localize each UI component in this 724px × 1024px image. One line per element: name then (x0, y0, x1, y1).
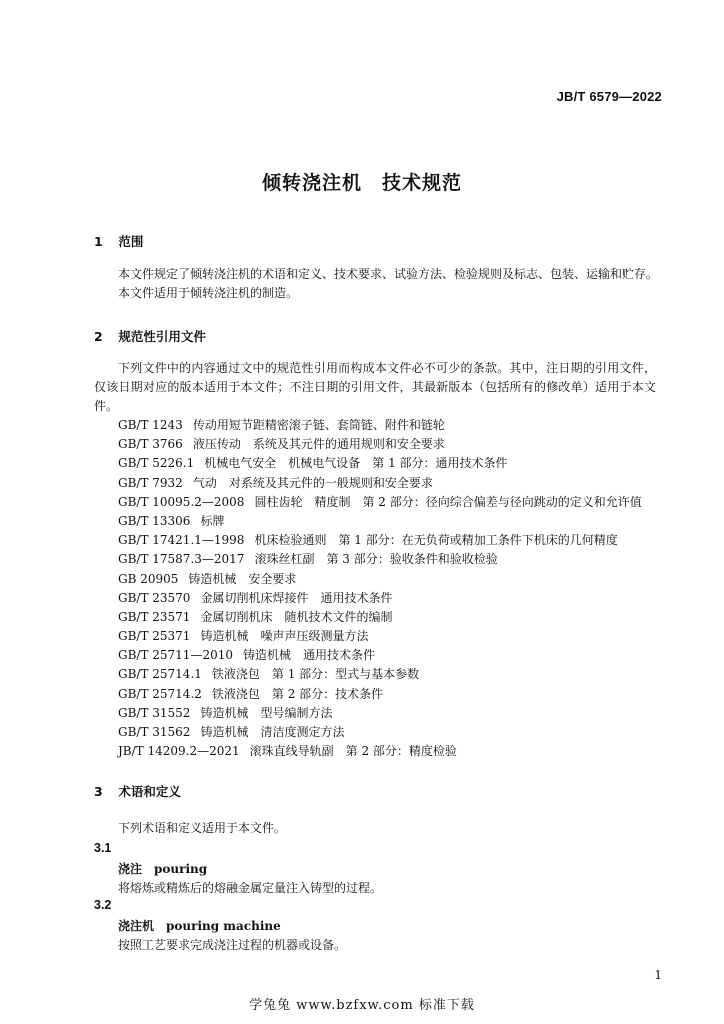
reference-title: 机床检验通则 第 1 部分：在无负荷或精加工条件下机床的几何精度 (254, 533, 618, 548)
reference-list (118, 416, 642, 761)
term-name (118, 917, 281, 934)
reference-code: GB/T 13306 (118, 513, 191, 528)
reference-code: GB/T 17421.1—1998 (118, 533, 245, 548)
section-title: 范围 (118, 234, 144, 249)
section-number: 2 (94, 329, 103, 344)
reference-title: 铁液浇包 第 1 部分：型式与基本参数 (211, 667, 420, 682)
reference-code: GB/T 7932 (118, 475, 183, 490)
section-2-heading (94, 327, 206, 345)
reference-item (118, 531, 642, 550)
reference-item (118, 493, 642, 512)
section-1-paragraph-1: 本文件规定了倾转浇注机的术语和定义、技术要求、试验方法、检验规则及标志、包装、运输和贮存。 (118, 267, 659, 281)
reference-item (118, 704, 642, 723)
section-title: 术语和定义 (118, 784, 181, 799)
reference-title: 气动 对系统及其元件的一般规则和安全要求 (192, 475, 433, 490)
section-2-intro: 下列文件中的内容通过文中的规范性引用而构成本文件必不可少的条款。其中，注日期的引用文件，仅该日期对应的版本适用于本文件；不注日期的引用文件，其最新版本（包括所有的修改单）适用于本文件。 (94, 361, 656, 413)
section-1-paragraph-2: 本文件适用于倾转浇注机的制造。 (118, 286, 299, 300)
section-number: 1 (94, 234, 103, 249)
reference-title: 铸造机械 通用技术条件 (242, 648, 375, 663)
reference-item (118, 665, 642, 684)
reference-title: 机械电气安全 机械电气设备 第 1 部分：通用技术条件 (204, 456, 508, 471)
reference-item (118, 570, 642, 589)
reference-code: GB/T 25714.1 (118, 667, 202, 682)
term-name-zh: 浇注机 (118, 919, 155, 933)
reference-code: GB/T 25371 (118, 629, 191, 644)
section-title: 规范性引用文件 (118, 329, 206, 344)
term-number: 3.1 (94, 841, 112, 855)
reference-code: GB/T 25711—2010 (118, 648, 233, 663)
term-definition: 按照工艺要求完成浇注过程的机器或设备。 (118, 938, 347, 952)
reference-title: 铸造机械 清洁度测定方法 (200, 725, 345, 739)
reference-code: GB/T 10095.2—2008 (118, 494, 245, 509)
reference-code: GB/T 23571 (118, 609, 191, 624)
term-name (118, 860, 207, 877)
reference-code: GB/T 31562 (118, 725, 191, 739)
reference-title: 铸造机械 安全要求 (188, 571, 297, 586)
reference-code: GB 20905 (118, 571, 179, 586)
reference-code: GB/T 1243 (118, 418, 183, 432)
reference-title: 铁液浇包 第 2 部分：技术条件 (211, 686, 384, 701)
term-definition: 将熔炼或精炼后的熔融金属定量注入铸型的过程。 (118, 881, 383, 895)
reference-code: GB/T 17587.3—2017 (118, 552, 245, 567)
reference-item (118, 550, 642, 569)
reference-code: GB/T 25714.2 (118, 686, 202, 701)
reference-title: 液压传动 系统及其元件的通用规则和安全要求 (192, 437, 445, 452)
reference-title: 圆柱齿轮 精度制 第 2 部分：径向综合偏差与径向跳动的定义和允许值 (254, 494, 642, 509)
reference-item (118, 608, 642, 627)
reference-title: 滚珠直线导轨副 第 2 部分：精度检验 (249, 744, 457, 759)
term-number: 3.2 (94, 898, 112, 912)
reference-title: 金属切削机床 随机技术文件的编制 (200, 609, 393, 624)
reference-item (118, 416, 642, 435)
reference-item (118, 589, 642, 608)
term-name-en: pouring (154, 862, 208, 876)
reference-code: GB/T 3766 (118, 437, 183, 452)
reference-title: 标牌 (200, 513, 225, 528)
term-name-en: pouring machine (166, 919, 281, 933)
reference-code: GB/T 31552 (118, 705, 191, 720)
footer-watermark: 学兔兔 www.bzfxw.com 标准下载 (249, 998, 475, 1013)
section-1-heading (94, 232, 143, 250)
reference-item (118, 435, 642, 454)
standard-number: JB/T 6579—2022 (556, 89, 662, 104)
reference-code: GB/T 5226.1 (118, 456, 195, 471)
reference-item (118, 646, 642, 665)
reference-title: 金属切削机床焊接件 通用技术条件 (200, 590, 393, 605)
reference-title: 滚珠丝杠副 第 3 部分：验收条件和验收检验 (254, 552, 498, 567)
term-name-zh: 浇注 (118, 862, 143, 876)
section-3-intro: 下列术语和定义适用于本文件。 (118, 821, 287, 835)
document-title: 倾转浇注机 技术规范 (261, 172, 462, 194)
reference-item (118, 454, 642, 473)
reference-item (118, 685, 642, 704)
page-number: 1 (654, 968, 662, 982)
section-3-heading (94, 782, 181, 800)
reference-item (118, 723, 642, 742)
reference-code: JB/T 14209.2—2021 (118, 744, 240, 759)
reference-title: 铸造机械 噪声声压级测量方法 (200, 629, 369, 644)
reference-item (118, 742, 642, 761)
reference-item (118, 512, 642, 531)
reference-item (118, 474, 642, 493)
section-number: 3 (94, 784, 103, 799)
reference-code: GB/T 23570 (118, 590, 191, 605)
reference-item (118, 627, 642, 646)
reference-title: 传动用短节距精密滚子链、套筒链、附件和链轮 (192, 418, 445, 432)
reference-title: 铸造机械 型号编制方法 (200, 705, 333, 720)
